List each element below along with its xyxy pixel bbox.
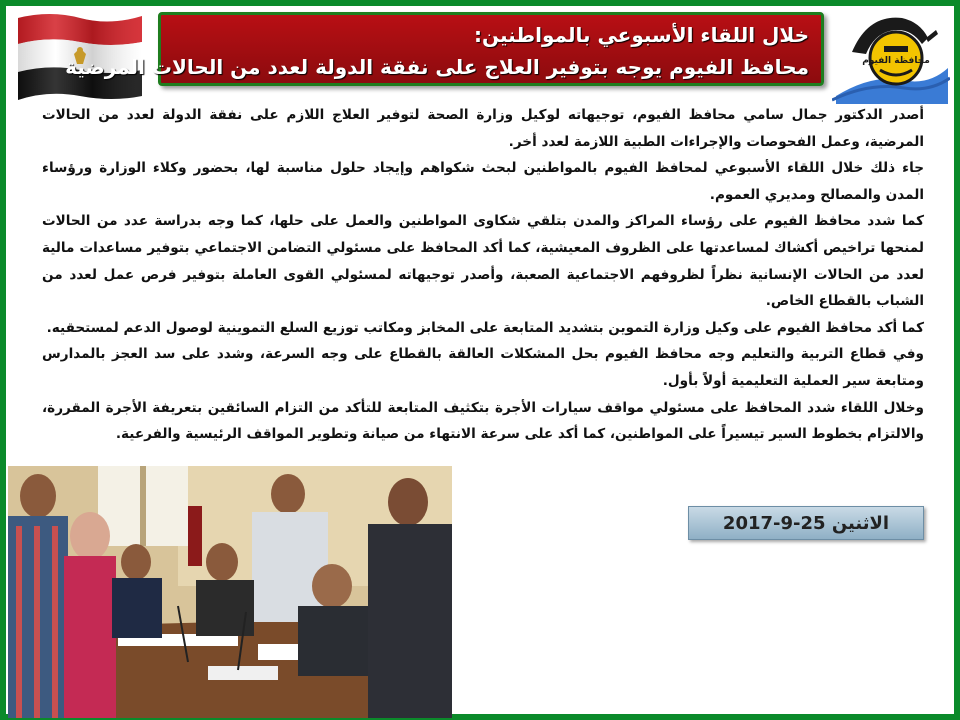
- date-text: الاثنين 25-9-2017: [722, 512, 890, 534]
- headline-line-1: خلال اللقاء الأسبوعي بالمواطنين:: [473, 23, 809, 47]
- article-paragraph-1: أصدر الدكتور جمال سامي محافظ الفيوم، توجيهاته لوكيل وزارة الصحة لتوفير العلاج اللازم على نفقة الدولة لعدد من الحالات المرضية، وعمل الفحوصات والإجراءات الطبية اللازمة لعدد أخر.: [42, 107, 924, 150]
- headline-box: [65, 12, 824, 86]
- headline-line-2: محافظ الفيوم يوجه بتوفير العلاج على نفقة الدولة لعدد من الحالات المرضية: [65, 55, 809, 79]
- article-paragraph-3: كما شدد محافظ الفيوم على رؤساء المراكز والمدن بتلقي شكاوى المواطنين والعمل على حلها، كما وجه بدراسة عدد من الحالات لمنحها تراخيص أكشاك لمساعدتها على الظروف المعيشية، كما أكد المحافظ على مسئولي التضامن الاجتماعي بتوفير مساعدات مالية لعدد من الحالات الإنسانية نظراً لظروفهم الاجتماعية الصعبة، وأصدر توجيهاته لمسئولي القوى العاملة بتوفير فرص عمل لعدد من الشباب بالقطاع الخاص.: [42, 213, 924, 310]
- meeting-photo: [8, 466, 452, 718]
- article-paragraph-4: كما أكد محافظ الفيوم على وكيل وزارة التموين بتشديد المتابعة على المخابز ومكاتب توزيع السلع التموينية لوصول الدعم لمستحقيه.: [46, 319, 924, 336]
- date-badge: [688, 506, 924, 540]
- fayoum-governorate-logo-icon: [832, 8, 950, 104]
- article-paragraph-6: وخلال اللقاء شدد المحافظ على مسئولي مواقف سيارات الأجرة بتكثيف المتابعة للتأكد من التزام السائقين بتعريفة الأجرة المقررة، والالتزام بخطوط السير تيسيراً على المواطنين، كما أكد على سرعة الانتهاء من صيانة وتطوير المواقف الرئيسية والفرعية.: [42, 399, 924, 443]
- article-body: [42, 102, 924, 448]
- article-paragraph-5: وفي قطاع التربية والتعليم وجه محافظ الفيوم بحل المشكلات العالقة بالقطاع على وجه السرعة، وشدد على سد العجز بالمدارس ومتابعة سير العملية التعليمية أولاً بأول.: [42, 346, 924, 389]
- logo-text: محافظة الفيوم: [862, 56, 930, 66]
- article-paragraph-2: جاء ذلك خلال اللقاء الأسبوعي لمحافظ الفيوم بالمواطنين لبحث شكواهم وإيجاد حلول مناسبة لها، بحضور وكلاء الوزارة ورؤساء المدن والمصالح ومديري العموم.: [42, 160, 924, 203]
